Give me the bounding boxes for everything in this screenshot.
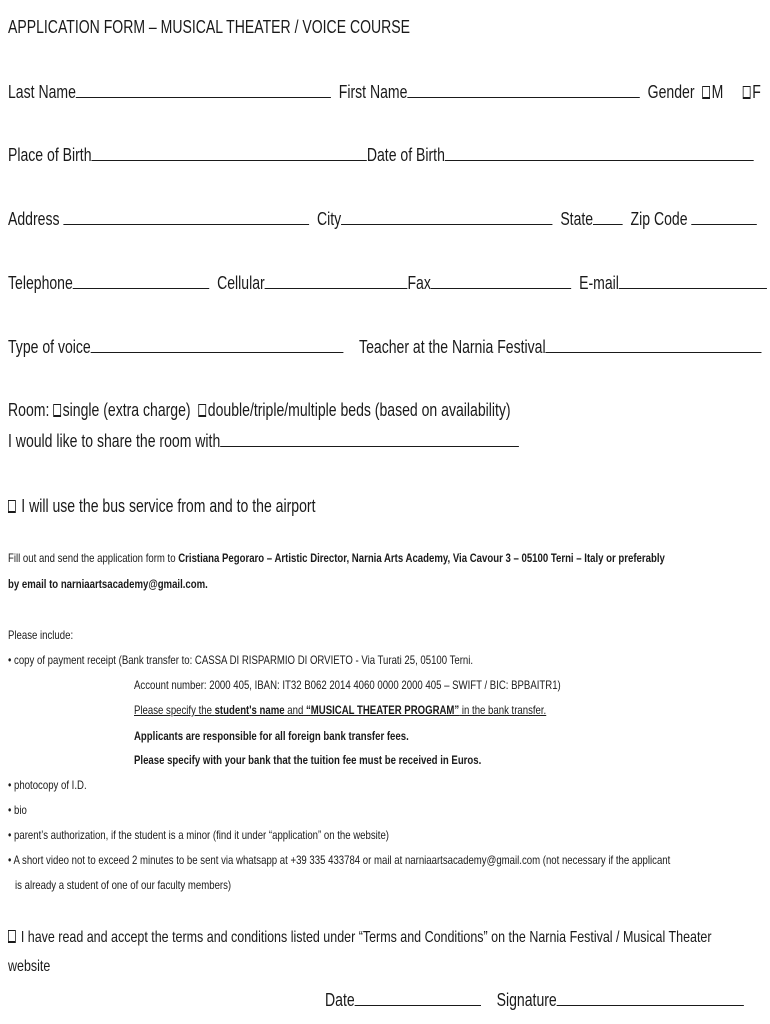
gender-m-label: M: [711, 82, 724, 102]
zip-code-field[interactable]: [691, 211, 757, 225]
include-bio: • bio: [8, 803, 27, 817]
first-name-field[interactable]: [407, 84, 639, 98]
specify-text-d: “MUSICAL THEATER PROGRAM”: [305, 703, 460, 717]
type-of-voice-label: Type of voice: [8, 337, 91, 357]
room-double-label: double/triple/multiple beds (based on availability): [207, 400, 511, 420]
date-of-birth-field[interactable]: [445, 147, 754, 161]
telephone-field[interactable]: [73, 275, 210, 289]
place-of-birth-label: Place of Birth: [8, 145, 92, 165]
state-field[interactable]: [593, 211, 623, 225]
phone-row: [8, 273, 770, 294]
specify-text-b: student's name: [214, 703, 285, 717]
date-field[interactable]: [355, 992, 481, 1006]
cellular-field[interactable]: [265, 275, 408, 289]
send-email-line: by email to narniaartsacademy@gmail.com.: [8, 577, 208, 591]
date-of-birth-label: Date of Birth: [366, 145, 445, 165]
terms-label: I have read and accept the terms and conditions listed under “Terms and Conditions” on the Narnia Festival / Musical Theater: [20, 929, 712, 946]
terms-row-cont: website: [8, 958, 51, 975]
address-label: Address: [8, 209, 60, 229]
bus-checkbox[interactable]: [8, 500, 16, 513]
last-name-field[interactable]: [76, 84, 331, 98]
room-double-checkbox[interactable]: [198, 404, 206, 417]
cellular-label: Cellular: [217, 273, 265, 293]
bus-label: I will use the bus service from and to the airport: [21, 496, 316, 516]
terms-checkbox[interactable]: [8, 930, 16, 943]
include-specify: [134, 701, 649, 719]
terms-row: [8, 929, 770, 947]
signature-label: Signature: [496, 990, 557, 1010]
room-row: [8, 400, 652, 421]
specify-text-c: and: [284, 703, 306, 717]
voice-row: [8, 337, 770, 358]
email-label: E-mail: [579, 273, 619, 293]
include-euros: Please specify with your bank that the tuition fee must be received in Euros.: [134, 753, 482, 767]
room-single-checkbox[interactable]: [53, 404, 61, 417]
teacher-label: Teacher at the Narnia Festival: [359, 337, 546, 357]
address-row: [8, 209, 770, 230]
gender-f-label: F: [752, 82, 761, 102]
room-label: Room:: [8, 400, 50, 420]
gender-label: Gender: [647, 82, 695, 102]
birth-row: [8, 145, 770, 166]
city-field[interactable]: [341, 211, 552, 225]
send-address: Cristiana Pegoraro – Artistic Director, Narnia Arts Academy, Via Cavour 3 – 05100 Terni – Italy or preferably: [178, 551, 665, 565]
include-parents: • parent’s authorization, if the student is a minor (find it under “application” on the website): [8, 828, 389, 842]
send-instructions: [8, 549, 770, 567]
send-prefix: Fill out and send the application form to: [8, 551, 179, 565]
place-of-birth-field[interactable]: [92, 147, 367, 161]
telephone-label: Telephone: [8, 273, 73, 293]
include-video-cont: is already a student of one of our faculty members): [15, 878, 232, 892]
city-label: City: [316, 209, 342, 229]
include-account: Account number: 2000 405, IBAN: IT32 B062 2014 4060 0000 2000 405 – SWIFT / BIC: BPBAITR1): [134, 678, 561, 692]
sign-row: [325, 990, 770, 1011]
name-row: [8, 82, 770, 103]
specify-text-e: in the bank transfer.: [459, 703, 547, 717]
gender-f-checkbox[interactable]: [743, 86, 751, 99]
room-share-label: I would like to share the room with: [8, 431, 221, 451]
bus-row: [8, 496, 402, 517]
include-foreign: Applicants are responsible for all foreign bank transfer fees.: [134, 729, 409, 743]
type-of-voice-field[interactable]: [91, 339, 344, 353]
gender-m-checkbox[interactable]: [702, 86, 710, 99]
address-field[interactable]: [63, 211, 309, 225]
first-name-label: First Name: [338, 82, 408, 102]
fax-field[interactable]: [431, 275, 571, 289]
include-heading: Please include:: [8, 628, 74, 642]
state-label: State: [560, 209, 594, 229]
room-share-row: [8, 431, 663, 452]
include-video: • A short video not to exceed 2 minutes to be sent via whatsapp at +39 335 433784 or mail at narniaartsacademy@gmail.com (not necessary if the applicant: [8, 853, 671, 867]
email-field[interactable]: [619, 275, 767, 289]
room-share-field[interactable]: [220, 433, 519, 447]
last-name-label: Last Name: [8, 82, 76, 102]
form-title: APPLICATION FORM – MUSICAL THEATER / VOICE COURSE: [8, 17, 411, 37]
zip-code-label: Zip Code: [630, 209, 688, 229]
fax-label: Fax: [407, 273, 431, 293]
room-single-label: single (extra charge): [62, 400, 191, 420]
include-photocopy: • photocopy of I.D.: [8, 778, 87, 792]
signature-field[interactable]: [557, 992, 744, 1006]
include-payment: • copy of payment receipt (Bank transfer to: CASSA DI RISPARMIO DI ORVIETO - Via Turati 25, 05100 Terni.: [8, 653, 474, 667]
specify-text-a: Please specify the: [134, 703, 215, 717]
teacher-field[interactable]: [546, 339, 762, 353]
date-label: Date: [325, 990, 355, 1010]
